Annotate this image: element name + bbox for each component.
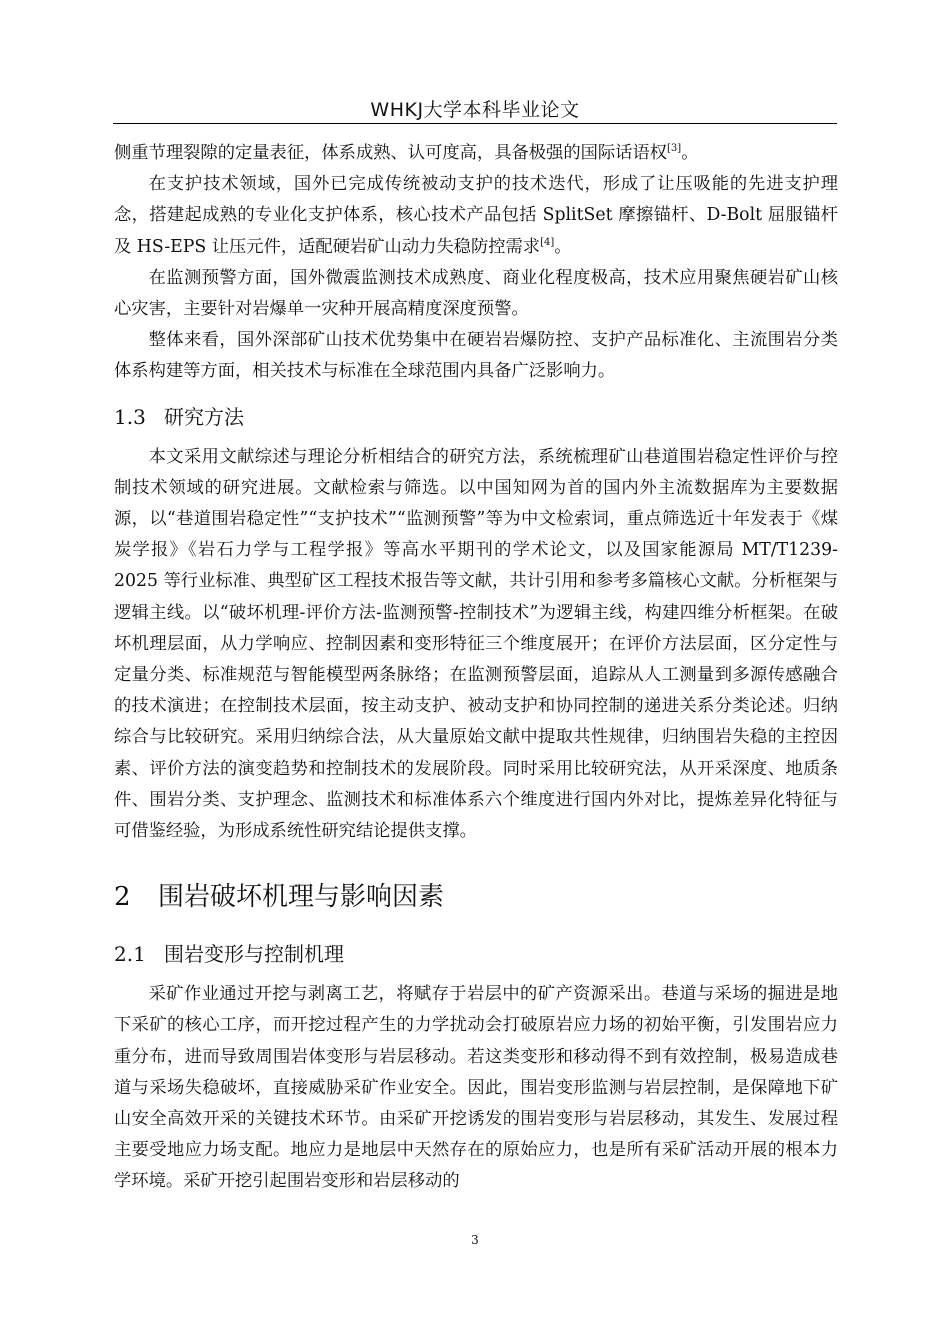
paragraph-text: 在支护技术领域，国外已完成传统被动支护的技术迭代，形成了让压吸能的先进支护理念，搭建起成熟的专业化支护体系，核心技术产品包括 SplitSet 摩擦锚杆、D-Bolt 屈服锚杆及 HS-EPS 让压元件，适配硬岩矿山动力失稳防控需求 [114, 174, 838, 257]
paragraph-end: 。 [681, 143, 699, 163]
section-number: 2.1 [114, 942, 146, 967]
citation-ref: [4] [540, 236, 555, 248]
page-body [114, 138, 838, 1198]
paragraph: 整体来看，国外深部矿山技术优势集中在硬岩岩爆防控、支护产品标准化、主流围岩分类体系构建等方面，相关技术与标准在全球范围内具备广泛影响力。 [114, 330, 838, 382]
running-header: WHKJ大学本科毕业论文 [370, 99, 580, 121]
header-divider [113, 123, 837, 124]
chapter-number: 2 [114, 882, 131, 913]
section-heading [114, 392, 838, 442]
paragraph [114, 138, 838, 169]
paragraph-end: 。 [554, 236, 572, 257]
citation-ref: [3] [667, 143, 682, 155]
section-number: 1.3 [114, 404, 146, 429]
paragraph: 在监测预警方面，国外微震监测技术成熟度、商业化程度极高，技术应用聚焦硬岩矿山核心灾害，主要针对岩爆单一灾种开展高精度深度预警。 [114, 267, 838, 320]
section-title: 围岩变形与控制机理 [164, 942, 344, 967]
paragraph: 采矿作业通过开挖与剥离工艺，将赋存于岩层中的矿产资源采出。巷道与采场的掘进是地下采矿的核心工序，而开挖过程产生的力学扰动会打破原岩应力场的初始平衡，引发围岩应力重分布，进而导致周围岩体变形与岩层移动。若这类变形和移动得不到有效控制，极易造成巷道与采场失稳破坏，直接威胁采矿作业安全。因此，围岩变形监测与岩层控制，是保障地下矿山安全高效开采的关键技术环节。由采矿开挖诱发的围岩变形与岩层移动，其发生、发展过程主要受地应力场支配。地应力是地层中天然存在的原始应力，也是所有采矿活动开展的根本力学环境。采矿开挖引起围岩变形和岩层移动的 [114, 984, 838, 1192]
chapter-heading [114, 869, 838, 925]
chapter-title: 围岩破坏机理与影响因素 [158, 882, 445, 913]
section-title: 研究方法 [164, 404, 244, 429]
paragraph: 本文采用文献综述与理论分析相结合的研究方法，系统梳理矿山巷道围岩稳定性评价与控制技术领域的研究进展。文献检索与筛选。以中国知网为首的国内外主流数据库为主要数据源，以“巷道围岩稳定性”“支护技术”“监测预警”等为中文检索词，重点筛选近十年发表于《煤炭学报》《岩石力学与工程学报》等高水平期刊的学术论文，以及国家能源局 MT/T1239-2025 等行业标准、典型矿区工程技术报告等文献，共计引用和参考多篇核心文献。分析框架与逻辑主线。以“破坏机理-评价方法-监测预警-控制技术”为逻辑主线，构建四维分析框架。在破坏机理层面，从力学响应、控制因素和变形特征三个维度展开；在评价方法层面，区分定性与定量分类、标准规范与智能模型两条脉络；在监测预警层面，追踪从人工测量到多源传感融合的技术演进；在控制技术层面，按主动支护、被动支护和协同控制的递进关系分类论述。归纳综合与比较研究。采用归纳综合法，从大量原始文献中提取共性规律，归纳围岩失稳的主控因素、评价方法的演变趋势和控制技术的发展阶段。同时采用比较研究法，从开采深度、地质条件、围岩分类、支护理念、监测技术和标准体系六个维度进行国内外对比，提炼差异化特征与可借鉴经验，为形成系统性研究结论提供支撑。 [114, 446, 838, 842]
section-heading [114, 929, 838, 979]
page-number: 3 [471, 1233, 479, 1247]
paragraph [114, 169, 838, 263]
paragraph-text: 侧重节理裂隙的定量表征，体系成熟、认可度高，具备极强的国际话语权 [114, 143, 668, 163]
